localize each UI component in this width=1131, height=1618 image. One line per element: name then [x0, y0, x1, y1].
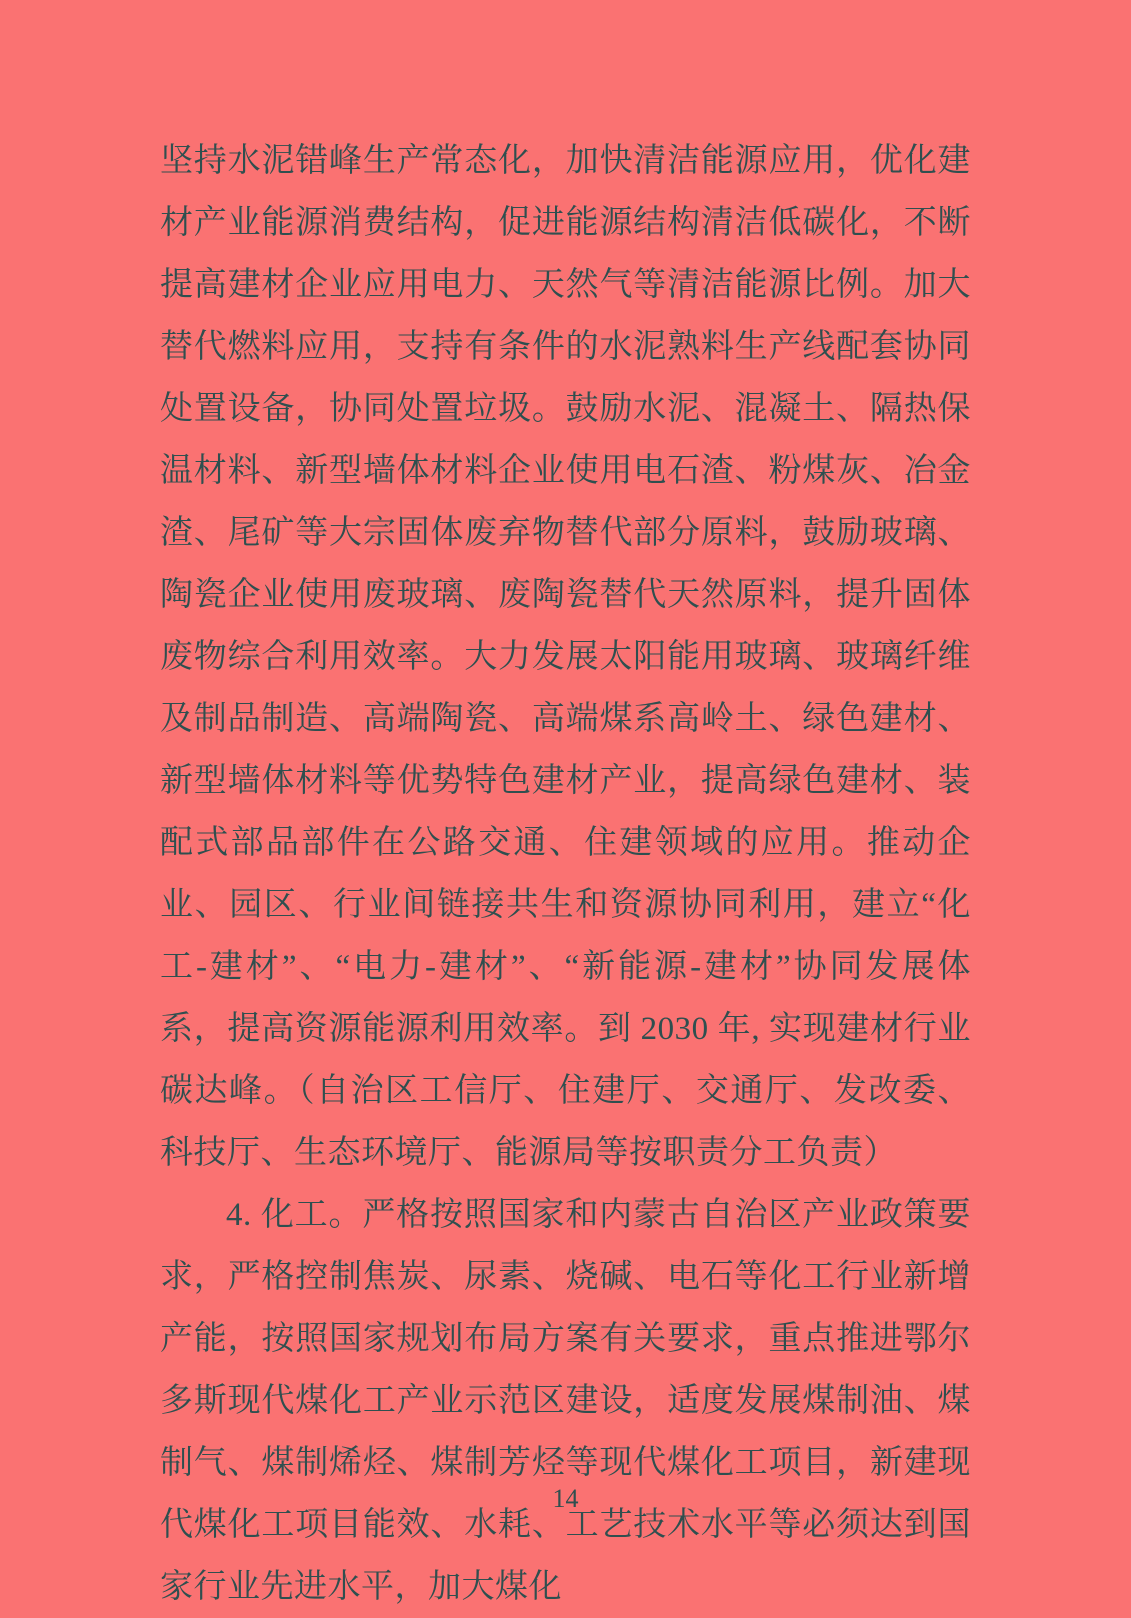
document-body	[160, 130, 971, 1618]
page-number: 14	[552, 1484, 579, 1513]
paragraph-chemical-industry: 4. 化工。严格按照国家和内蒙古自治区产业政策要求，严格控制焦炭、尿素、烧碱、电石等化工行业新增产能，按照国家规划布局方案有关要求，重点推进鄂尔多斯现代煤化工产业示范区建设，适度发展煤制油、煤制气、煤制烯烃、煤制芳烃等现代煤化工项目，新建现代煤化工项目能效、水耗、工艺技术水平等必须达到国家行业先进水平，加大煤化	[160, 1197, 971, 1605]
paragraph-cement-energy: 坚持水泥错峰生产常态化，加快清洁能源应用，优化建材产业能源消费结构，促进能源结构清洁低碳化，不断提高建材企业应用电力、天然气等清洁能源比例。加大替代燃料应用，支持有条件的水泥熟料生产线配套协同处置设备，协同处置垃圾。鼓励水泥、混凝土、隔热保温材料、新型墙体材料企业使用电石渣、粉煤灰、冶金渣、尾矿等大宗固体废弃物替代部分原料，鼓励玻璃、陶瓷企业使用废玻璃、废陶瓷替代天然原料，提升固体废物综合利用效率。大力发展太阳能用玻璃、玻璃纤维及制品制造、高端陶瓷、高端煤系高岭土、绿色建材、新型墙体材料等优势特色建材产业，提高绿色建材、装配式部品部件在公路交通、住建领域的应用。推动企业、园区、行业间链接共生和资源协同利用，建立“化工-建材”、“电力-建材”、“新能源-建材”协同发展体系，提高资源能源利用效率。到 2030 年, 实现建材行业碳达峰。（自治区工信厅、住建厅、交通厅、发改委、科技厅、生态环境厅、能源局等按职责分工负责）	[160, 143, 972, 1171]
